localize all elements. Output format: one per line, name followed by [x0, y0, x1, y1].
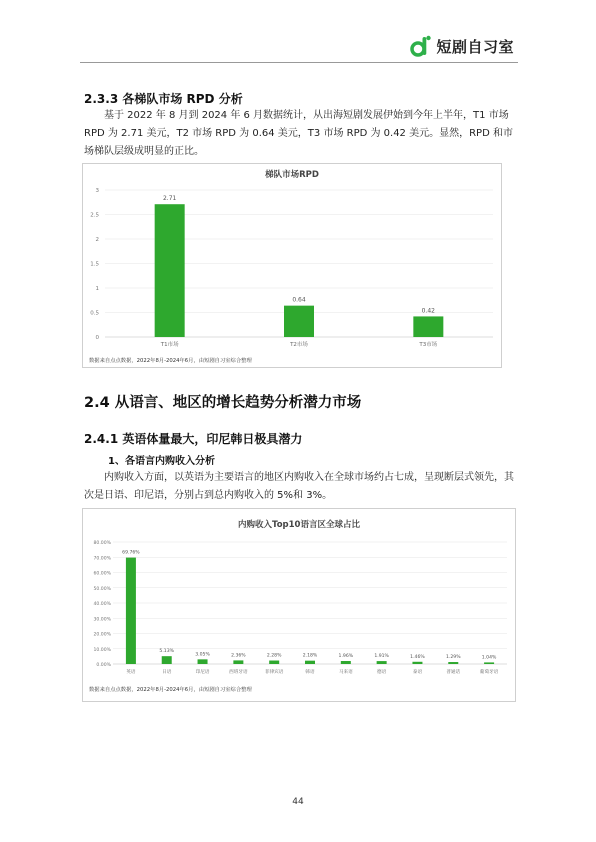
- x-tick-label: 韩语: [305, 670, 315, 675]
- section-paragraph-2-3-3: 基于 2022 年 8 月到 2024 年 6 月数据统计，从出海短剧发展伊始到今年上半年，T1 市场 RPD 为 2.71 美元，T2 市场 RPD 为 0.64 美元，T3 市场 RPD 为 0.42 美元。显然，RPD 和市场梯队层级成明显的正比。: [84, 110, 513, 157]
- page-number: 44: [292, 797, 304, 807]
- bar-value-label: 2.71: [162, 195, 177, 203]
- brand-logo: [410, 34, 514, 58]
- language-revenue-chart-svg: [83, 509, 515, 701]
- bar-value-label: 1.91%: [374, 654, 389, 660]
- x-tick-label: 英语: [126, 670, 136, 675]
- bar: [484, 662, 494, 664]
- brand-name: 短剧自习室: [436, 37, 514, 56]
- bar: [162, 656, 172, 664]
- y-tick-label: 60.00%: [93, 571, 111, 577]
- bar: [413, 316, 443, 337]
- section-paragraph-2-4-1: 内购收入方面，以英语为主要语言的地区内购收入在全球市场约占七成，呈现断层式领先，其次是日语、印尼语，分别占到总内购收入的 5%和 3%。: [84, 472, 514, 501]
- x-tick-label: 日语: [162, 670, 172, 675]
- y-tick-label: 80.00%: [93, 541, 111, 546]
- bar: [269, 661, 279, 664]
- x-tick-label: 菲律宾语: [264, 670, 284, 675]
- bar-value-label: 5.13%: [159, 649, 175, 655]
- bar: [198, 659, 208, 664]
- y-tick-label: 3: [95, 188, 99, 194]
- section-heading-2-4: 2.4 从语言、地区的增长趋势分析潜力市场: [84, 395, 362, 411]
- bar-value-label: 1.29%: [445, 655, 461, 661]
- y-tick-label: 50.00%: [93, 586, 111, 592]
- x-tick-label: 普通话: [446, 670, 461, 675]
- bar-value-label: 2.36%: [231, 653, 246, 659]
- y-tick-label: 70.00%: [93, 556, 111, 562]
- chart-title: 梯队市场RPD: [265, 170, 319, 180]
- y-tick-label: 2: [95, 237, 99, 243]
- bar: [155, 204, 185, 337]
- brand-logo-icon: [410, 34, 432, 58]
- language-revenue-chart: [82, 508, 516, 702]
- x-tick-label: T1市场: [160, 342, 179, 348]
- header-divider: [80, 62, 518, 63]
- chart-title: 内购收入Top10语言区全球占比: [238, 520, 360, 530]
- bar: [412, 662, 422, 664]
- x-tick-label: 西班牙语: [229, 670, 248, 675]
- y-tick-label: 0.00%: [96, 663, 111, 668]
- x-tick-label: 泰语: [412, 670, 423, 675]
- bar-value-label: 2.18%: [302, 653, 318, 659]
- y-tick-label: 40.00%: [93, 602, 111, 607]
- y-tick-label: 1: [95, 286, 99, 292]
- y-tick-label: 20.00%: [93, 632, 111, 638]
- bar-value-label: 0.42: [421, 307, 436, 315]
- x-tick-label: 印尼语: [195, 670, 210, 675]
- y-tick-label: 1.5: [90, 261, 99, 268]
- x-tick-label: 葡萄牙语: [479, 670, 499, 675]
- bar-value-label: 0.64: [292, 296, 306, 304]
- bar-value-label: 1.96%: [338, 654, 354, 660]
- section-heading-2-3-3: 2.3.3 各梯队市场 RPD 分析: [84, 92, 243, 106]
- y-tick-label: 0.5: [90, 310, 99, 317]
- bar: [126, 558, 136, 664]
- bar-value-label: 3.05%: [195, 652, 210, 658]
- x-tick-label: 马来语: [338, 670, 353, 675]
- y-tick-label: 2.5: [90, 212, 99, 219]
- rpd-chart-svg: [83, 164, 501, 367]
- subheading-language-revenue: 1、各语言内购收入分析: [108, 456, 215, 467]
- chart-source-note: 数据来自点点数据，2022年8月-2024年6月，由短剧自习室综合整理: [89, 358, 252, 364]
- bar-value-label: 2.28%: [266, 653, 282, 659]
- x-tick-label: T3市场: [419, 342, 438, 348]
- bar: [233, 660, 243, 664]
- x-tick-label: T2市场: [290, 342, 308, 348]
- bar: [284, 306, 314, 337]
- y-tick-label: 10.00%: [93, 647, 111, 653]
- x-tick-label: 德语: [377, 670, 387, 675]
- rpd-chart: [82, 163, 502, 368]
- y-tick-label: 30.00%: [93, 617, 111, 623]
- y-tick-label: 0: [95, 335, 99, 341]
- chart-source-note: 数据来自点点数据，2022年8月-2024年6月，由短剧自习室综合整理: [89, 687, 252, 693]
- bar-value-label: 1.04%: [481, 655, 497, 661]
- bar: [377, 661, 387, 664]
- bar: [448, 662, 458, 664]
- bar: [341, 661, 351, 664]
- bar: [305, 661, 315, 664]
- section-heading-2-4-1: 2.4.1 英语体量最大，印尼韩日极具潜力: [84, 432, 303, 446]
- bar-value-label: 69.76%: [122, 550, 140, 556]
- bar-value-label: 1.46%: [410, 654, 425, 660]
